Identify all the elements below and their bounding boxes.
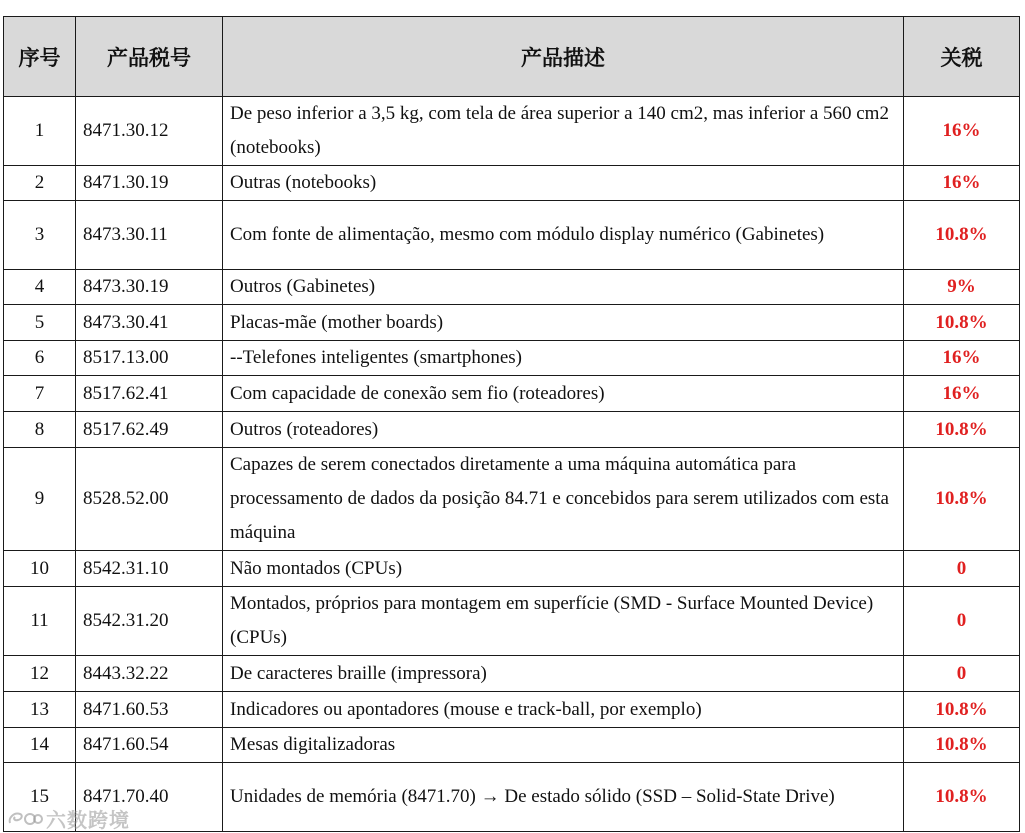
table-row	[4, 692, 1020, 728]
row-tariff: 10.8%	[904, 412, 1020, 448]
table-header	[4, 17, 1020, 97]
row-hs-code: 8471.30.19	[76, 166, 223, 201]
row-index: 10	[4, 551, 76, 587]
row-tariff: 16%	[904, 166, 1020, 201]
row-hs-code: 8517.13.00	[76, 341, 223, 376]
row-hs-code: 8473.30.11	[76, 201, 223, 270]
table-row	[4, 201, 1020, 270]
row-tariff: 10.8%	[904, 763, 1020, 832]
row-tariff: 16%	[904, 376, 1020, 412]
row-tariff: 16%	[904, 341, 1020, 376]
row-description: Com capacidade de conexão sem fio (roteadores)	[223, 376, 904, 412]
row-hs-code: 8517.62.41	[76, 376, 223, 412]
row-description: De caracteres braille (impressora)	[223, 656, 904, 692]
row-tariff: 10.8%	[904, 448, 1020, 551]
header-description: 产品描述	[223, 17, 904, 97]
row-tariff: 10.8%	[904, 692, 1020, 728]
table-row	[4, 166, 1020, 201]
row-tariff: 0	[904, 656, 1020, 692]
row-index: 1	[4, 97, 76, 166]
row-index: 14	[4, 728, 76, 763]
row-index: 7	[4, 376, 76, 412]
table-row	[4, 551, 1020, 587]
table-body	[4, 97, 1020, 832]
table-row	[4, 656, 1020, 692]
row-hs-code: 8473.30.19	[76, 270, 223, 305]
row-index: 2	[4, 166, 76, 201]
row-description: Outros (roteadores)	[223, 412, 904, 448]
table-row	[4, 728, 1020, 763]
row-index: 3	[4, 201, 76, 270]
row-description: Placas-mãe (mother boards)	[223, 305, 904, 341]
row-tariff: 9%	[904, 270, 1020, 305]
row-description: Outras (notebooks)	[223, 166, 904, 201]
table-row	[4, 305, 1020, 341]
row-description: Mesas digitalizadoras	[223, 728, 904, 763]
row-description: Unidades de memória (8471.70) → De estado sólido (SSD – Solid-State Drive)	[223, 763, 904, 832]
header-code: 产品税号	[76, 17, 223, 97]
table-row	[4, 270, 1020, 305]
table-row	[4, 587, 1020, 656]
row-tariff: 10.8%	[904, 201, 1020, 270]
row-index: 4	[4, 270, 76, 305]
row-hs-code: 8542.31.10	[76, 551, 223, 587]
row-hs-code: 8471.60.53	[76, 692, 223, 728]
row-tariff: 0	[904, 551, 1020, 587]
table-row	[4, 763, 1020, 832]
row-index: 8	[4, 412, 76, 448]
row-hs-code: 8471.60.54	[76, 728, 223, 763]
watermark	[6, 804, 130, 833]
row-index: 5	[4, 305, 76, 341]
row-index: 6	[4, 341, 76, 376]
row-index: 11	[4, 587, 76, 656]
header-index: 序号	[4, 17, 76, 97]
row-hs-code: 8471.30.12	[76, 97, 223, 166]
header-row	[4, 17, 1020, 97]
weibo-logo-icon	[6, 808, 44, 830]
row-description: --Telefones inteligentes (smartphones)	[223, 341, 904, 376]
table-row	[4, 376, 1020, 412]
row-index: 13	[4, 692, 76, 728]
row-hs-code: 8471.70.40	[76, 763, 223, 832]
header-tariff: 关税	[904, 17, 1020, 97]
row-tariff: 16%	[904, 97, 1020, 166]
table-row	[4, 341, 1020, 376]
row-hs-code: 8542.31.20	[76, 587, 223, 656]
row-description: Com fonte de alimentação, mesmo com módulo display numérico (Gabinetes)	[223, 201, 904, 270]
table-row	[4, 448, 1020, 551]
table-row	[4, 412, 1020, 448]
row-hs-code: 8443.32.22	[76, 656, 223, 692]
tariff-table	[3, 16, 1020, 832]
row-tariff: 0	[904, 587, 1020, 656]
row-hs-code: 8473.30.41	[76, 305, 223, 341]
row-description: De peso inferior a 3,5 kg, com tela de área superior a 140 cm2, mas inferior a 560 cm2 (notebooks)	[223, 97, 904, 166]
row-index: 9	[4, 448, 76, 551]
row-tariff: 10.8%	[904, 305, 1020, 341]
row-description: Não montados (CPUs)	[223, 551, 904, 587]
row-description: Outros (Gabinetes)	[223, 270, 904, 305]
table-row	[4, 97, 1020, 166]
watermark-text: 六数跨境	[46, 808, 130, 832]
row-index: 15	[4, 763, 76, 832]
row-tariff: 10.8%	[904, 728, 1020, 763]
row-description: Capazes de serem conectados diretamente a uma máquina automática para processamento de dados da posição 84.71 e concebidos para serem utilizados com esta máquina	[223, 448, 904, 551]
row-hs-code: 8517.62.49	[76, 412, 223, 448]
row-hs-code: 8528.52.00	[76, 448, 223, 551]
row-index: 12	[4, 656, 76, 692]
row-description: Montados, próprios para montagem em superfície (SMD - Surface Mounted Device) (CPUs)	[223, 587, 904, 656]
row-description: Indicadores ou apontadores (mouse e track-ball, por exemplo)	[223, 692, 904, 728]
